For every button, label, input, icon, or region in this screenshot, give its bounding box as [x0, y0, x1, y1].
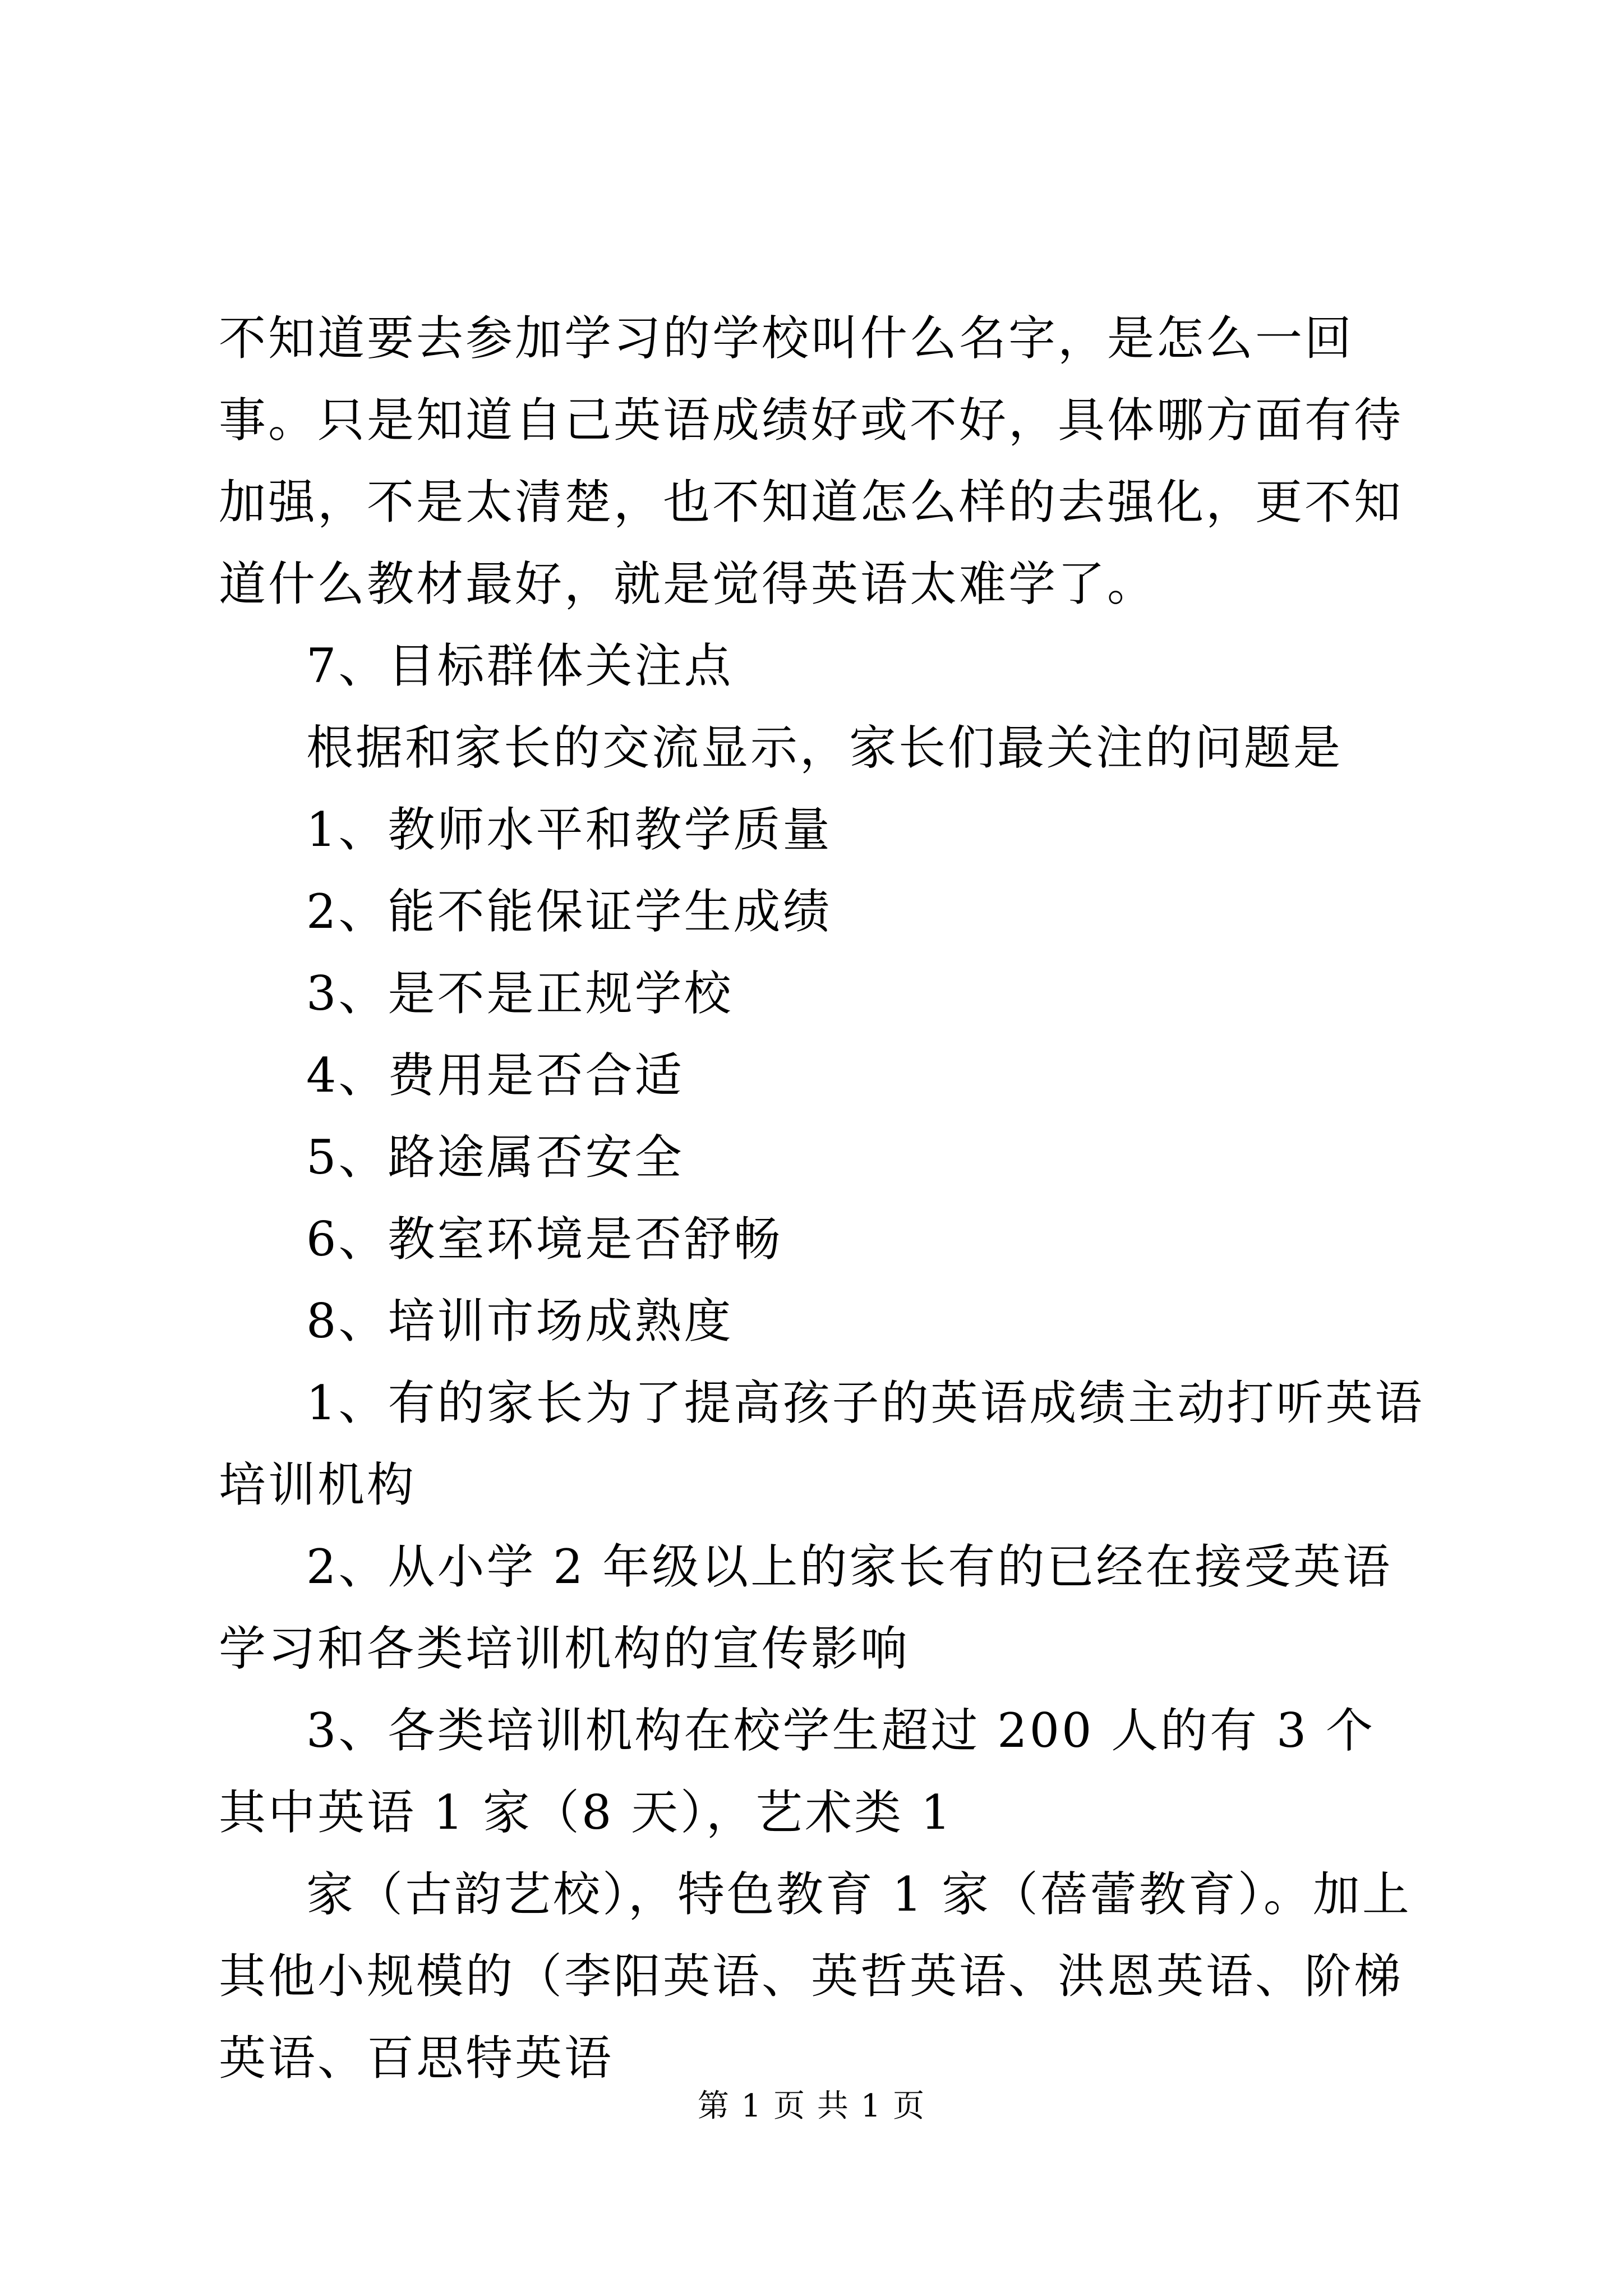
section-heading-target-concerns: 7、目标群体关注点	[306, 638, 734, 693]
page-footer: 第 1 页 共 1 页	[697, 2088, 926, 2124]
list-item: 1、有的家长为了提高孩子的英语成绩主动打听英语培训机构	[219, 1375, 1424, 1512]
paragraph-continuation: 家（古韵艺校），特色教育 1 家（蓓蕾教育）。加上其他小规模的（李阳英语、英哲英语、洪恩英语、阶梯英语、百思特英语	[219, 1867, 1412, 2086]
paragraph-intro: 不知道要去参加学习的学校叫什么名字，是怎么一回事。只是知道自己英语成绩好或不好，具体哪方面有待加强，不是太清楚，也不知道怎么样的去强化，更不知道什么教材最好，就是觉得英语太难学了。	[219, 311, 1404, 611]
list-item: 2、能不能保证学生成绩	[306, 884, 832, 939]
section-heading-market-maturity: 8、培训市场成熟度	[306, 1294, 734, 1349]
paragraph-parent-feedback: 根据和家长的交流显示，家长们最关注的问题是	[306, 720, 1343, 775]
list-item: 4、费用是否合适	[306, 1048, 684, 1103]
list-item: 2、从小学 2 年级以上的家长有的已经在接受英语学习和各类培训机构的宣传影响	[219, 1539, 1393, 1676]
list-item: 3、是不是正规学校	[306, 966, 734, 1021]
list-item: 3、各类培训机构在校学生超过 200 人的有 3 个其中英语 1 家（8 天），艺术类 1	[219, 1703, 1376, 1840]
list-item: 1、教师水平和教学质量	[306, 802, 832, 857]
list-item: 6、教室环境是否舒畅	[306, 1212, 783, 1267]
list-item: 5、路途属否安全	[306, 1130, 684, 1185]
document-body	[219, 297, 1424, 2099]
